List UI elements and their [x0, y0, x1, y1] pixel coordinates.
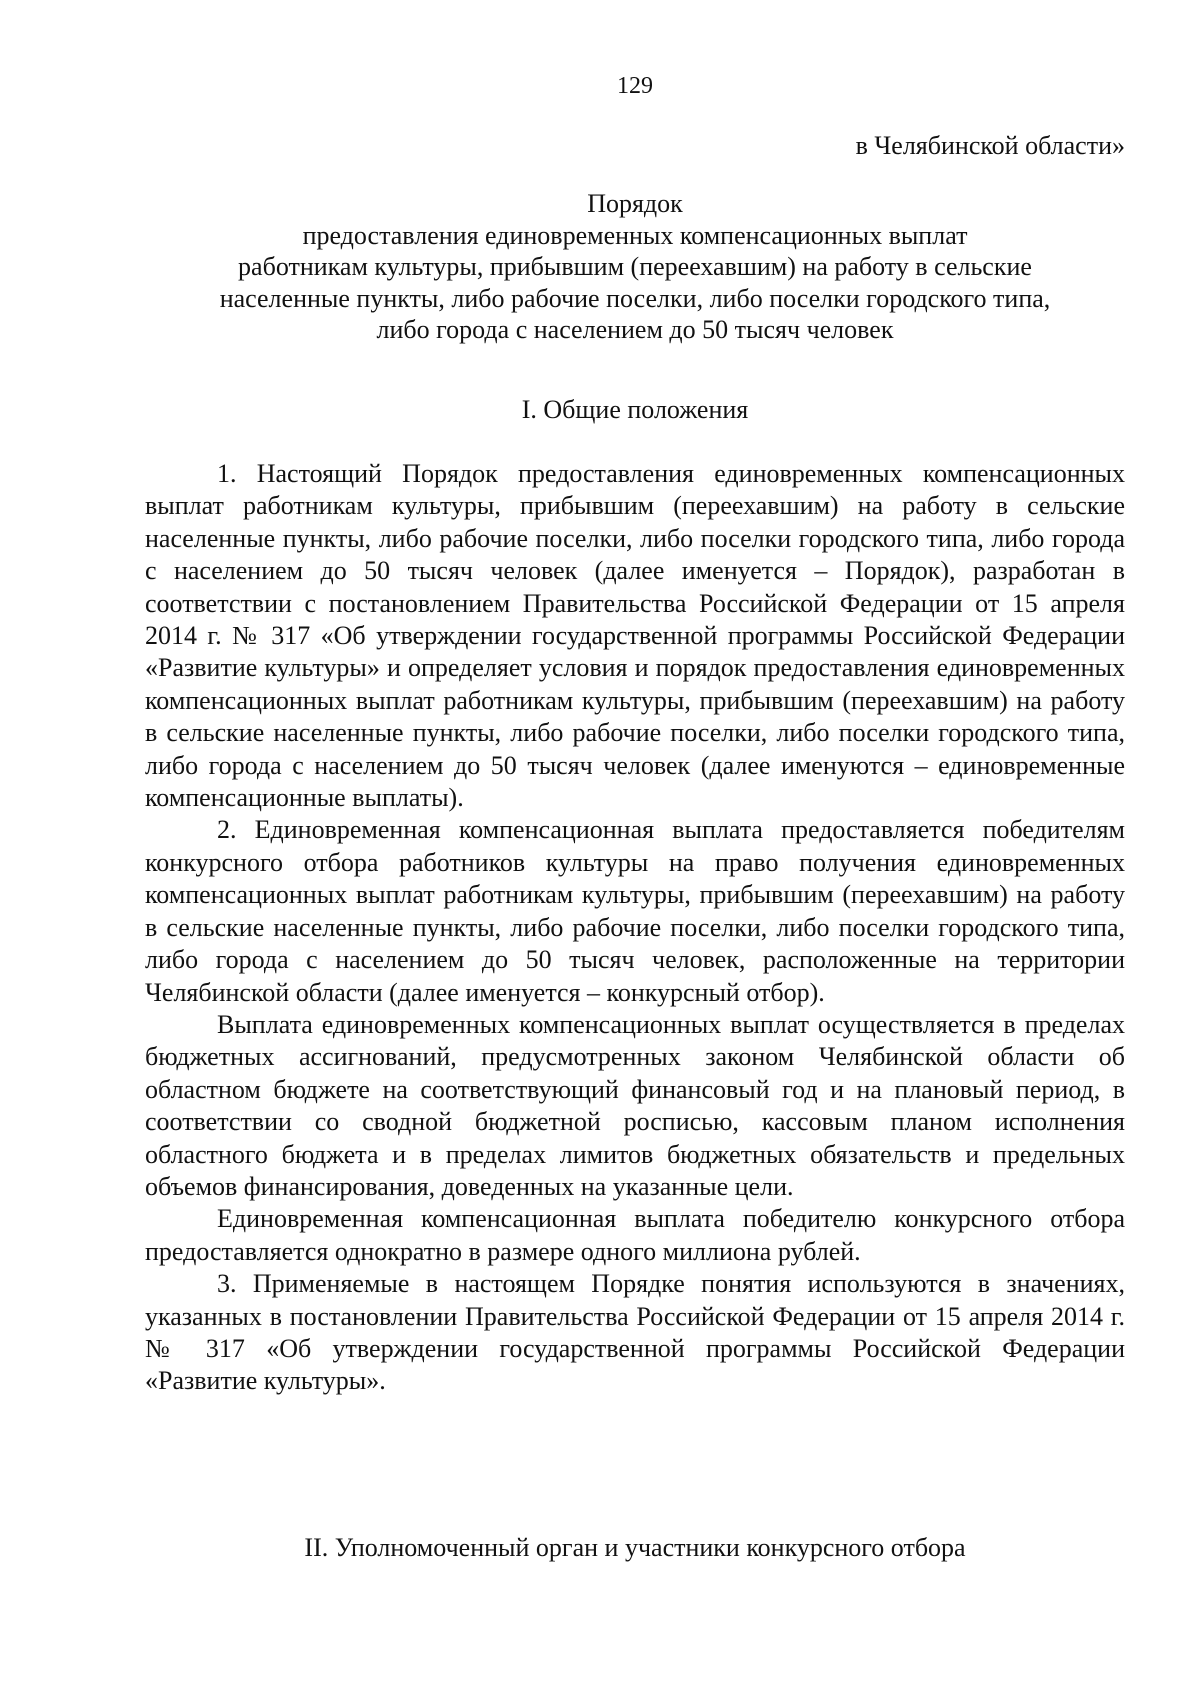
section-2-heading: II. Уполномоченный орган и участники конкурсного отбора	[304, 1533, 966, 1562]
paragraph-5: 3. Применяемые в настоящем Порядке понятия используются в значениях, указанных в постановлении Правительства Российской Федерации от 15 апреля 2014 г. № 317 «Об утверждении государственной программы Российской Федерации «Развитие культуры».	[145, 1269, 1125, 1396]
header-line: в Челябинской области»	[855, 131, 1125, 160]
title-line-3: населенные пункты, либо рабочие поселки, либо поселки городского типа,	[219, 283, 1051, 313]
body-text	[145, 458, 1125, 1398]
page-number: 129	[617, 73, 653, 99]
paragraph-3: Выплата единовременных компенсационных выплат осуществляется в пределах бюджетных ассигнований, предусмотренных законом Челябинской области об областном бюджете на соответствующий финансовый год и на плановый период, в соответствии со сводной бюджетной росписью, кассовым планом исполнения областного бюджета и в пределах лимитов бюджетных обязательств и предельных объемов финансирования, доведенных на указанные цели.	[145, 1009, 1125, 1201]
paragraph-1: 1. Настоящий Порядок предоставления единовременных компенсационных выплат работникам культуры, прибывшим (переехавшим) на работу в сельские населенные пункты, либо рабочие поселки, либо поселки городского типа, либо города с населением до 50 тысяч человек (далее именуется – Порядок), разработан в соответствии с постановлением Правительства Российской Федерации от 15 апреля 2014 г. № 317 «Об утверждении государственной программы Российской Федерации «Развитие культуры» и определяет условия и порядок предоставления единовременных компенсационных выплат работникам культуры, прибывшим (переехавшим) на работу в сельские населенные пункты, либо рабочие поселки, либо поселки городского типа, либо города с населением до 50 тысяч человек (далее именуются – единовременные компенсационные выплаты).	[145, 459, 1125, 813]
document-title	[145, 188, 1125, 346]
title-line-2: работникам культуры, прибывшим (переехавшим) на работу в сельские	[238, 252, 1032, 282]
paragraph-4: Единовременная компенсационная выплата победителю конкурсного отбора предоставляется однократно в размере одного миллиона рублей.	[145, 1204, 1125, 1266]
document-page	[145, 0, 1125, 1698]
title-heading: Порядок	[587, 189, 683, 218]
title-line-4: либо города с населением до 50 тысяч человек	[376, 315, 894, 345]
section-1-heading: I. Общие положения	[521, 395, 749, 424]
title-line-1: предоставления единовременных компенсационных выплат	[302, 220, 968, 250]
paragraph-2: 2. Единовременная компенсационная выплата предоставляется победителям конкурсного отбора работников культуры на право получения единовременных компенсационных выплат работникам культуры, прибывшим (переехавшим) на работу в сельские населенные пункты, либо рабочие поселки, либо поселки городского типа, либо города с населением до 50 тысяч человек, расположенные на территории Челябинской области (далее именуется – конкурсный отбор).	[145, 815, 1125, 1007]
